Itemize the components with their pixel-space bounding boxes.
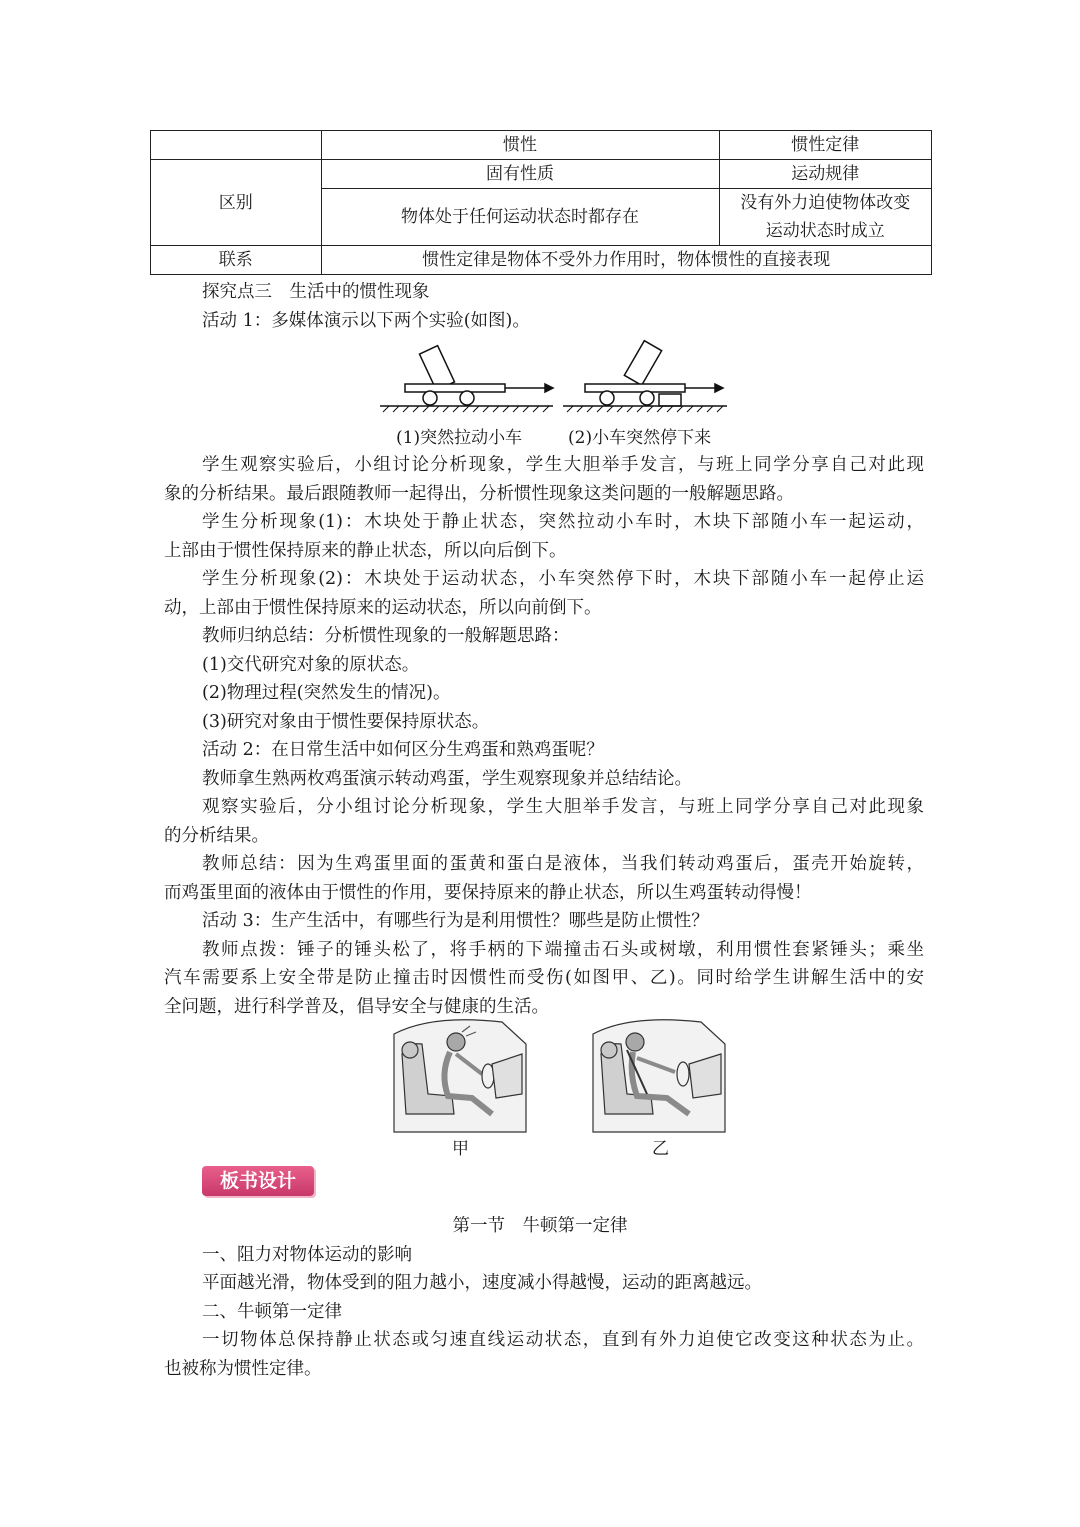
table-header-empty <box>151 131 322 160</box>
table-cell <box>719 189 931 246</box>
paragraph-line: 一切物体总保持静止状态或匀速直线运动状态，直到有外力迫使它改变这种状态为止。 <box>202 1330 924 1350</box>
cart-pull-diagram <box>380 346 553 412</box>
car-seatbelt-figure-a <box>392 1014 528 1134</box>
paragraph-line: 也被称为惯性定律。 <box>164 1359 322 1379</box>
table-cell-line: 运动状态时成立 <box>765 221 885 241</box>
paragraph-line: 教师归纳总结：分析惯性现象的一般解题思路： <box>202 626 570 646</box>
table-header-law: 惯性定律 <box>719 131 931 160</box>
paragraph-line: 的分析结果。 <box>164 826 269 846</box>
board-heading: 二、牛顿第一定律 <box>202 1302 342 1322</box>
paragraph-line: 学生分析现象(2)：木块处于运动状态，小车突然停下时，木块下部随小车一起停止运 <box>202 569 924 589</box>
list-item: (3)研究对象由于惯性要保持原状态。 <box>202 712 490 732</box>
cart-stop-diagram <box>563 341 727 412</box>
paragraph-line: 学生分析现象(1)：木块处于静止状态，突然拉动小车时，木块下部随小车一起运动， <box>202 512 924 532</box>
table-cell-line: 没有外力迫使物体改变 <box>740 193 911 213</box>
paragraph-line: 平面越光滑，物体受到的阻力越小，速度减小得越慢，运动的距离越远。 <box>202 1273 762 1293</box>
paragraph-line: 全问题，进行科学普及，倡导安全与健康的生活。 <box>164 997 549 1017</box>
figure-caption: (2)小车突然停下来 <box>568 428 712 448</box>
paragraph-line: 教师拿生熟两枚鸡蛋演示转动鸡蛋，学生观察现象并总结结论。 <box>202 769 692 789</box>
activity-1: 活动 1：多媒体演示以下两个实验(如图)。 <box>202 311 530 331</box>
cart-experiment-figure <box>375 338 735 418</box>
paragraph-line: 教师总结：因为生鸡蛋里面的蛋黄和蛋白是液体，当我们转动鸡蛋后，蛋壳开始旋转， <box>202 854 924 874</box>
figure-caption: 乙 <box>652 1139 669 1159</box>
paragraph-line: 上部由于惯性保持原来的静止状态，所以向后倒下。 <box>164 541 567 561</box>
table-diff-label: 区别 <box>151 160 322 246</box>
figure-caption: (1)突然拉动小车 <box>396 428 523 448</box>
paragraph-line: 观察实验后，分小组讨论分析现象，学生大胆举手发言，与班上同学分享自己对此现象 <box>202 797 924 817</box>
car-seatbelt-figure-b <box>591 1014 727 1134</box>
paragraph-line: 教师点拨：锤子的锤头松了，将手柄的下端撞击石头或树墩，利用惯性套紧锤头；乘坐 <box>202 940 924 960</box>
paragraph-line: 动，上部由于惯性保持原来的运动状态，所以向前倒下。 <box>164 598 602 618</box>
figure-caption: 甲 <box>452 1139 469 1159</box>
table-cell: 物体处于任何运动状态时都存在 <box>321 189 719 246</box>
activity-3: 活动 3：生产生活中，有哪些行为是利用惯性？哪些是防止惯性？ <box>202 911 709 931</box>
table-header-inertia: 惯性 <box>321 131 719 160</box>
board-heading: 一、阻力对物体运动的影响 <box>202 1245 412 1265</box>
board-design-badge: 板书设计 <box>202 1166 314 1196</box>
activity-2: 活动 2：在日常生活中如何区分生鸡蛋和熟鸡蛋呢？ <box>202 740 604 760</box>
paragraph-line: 而鸡蛋里面的液体由于惯性的作用，要保持原来的静止状态，所以生鸡蛋转动得慢！ <box>164 883 812 903</box>
paragraph-line: 象的分析结果。最后跟随教师一起得出，分析惯性现象这类问题的一般解题思路。 <box>164 484 794 504</box>
board-title: 第一节 牛顿第一定律 <box>452 1216 628 1236</box>
table-link-text: 惯性定律是物体不受外力作用时，物体惯性的直接表现 <box>321 246 931 275</box>
table-cell: 运动规律 <box>719 160 931 189</box>
comparison-table <box>150 130 932 275</box>
paragraph-line: 汽车需要系上安全带是防止撞击时因惯性而受伤(如图甲、乙)。同时给学生讲解生活中的安 <box>164 968 924 988</box>
list-item: (2)物理过程(突然发生的情况)。 <box>202 683 451 703</box>
paragraph-line: 学生观察实验后，小组讨论分析现象，学生大胆举手发言，与班上同学分享自己对此现 <box>202 455 924 475</box>
table-link-label: 联系 <box>151 246 322 275</box>
list-item: (1)交代研究对象的原状态。 <box>202 655 420 675</box>
section-heading: 探究点三 生活中的惯性现象 <box>202 282 430 302</box>
table-cell: 固有性质 <box>321 160 719 189</box>
